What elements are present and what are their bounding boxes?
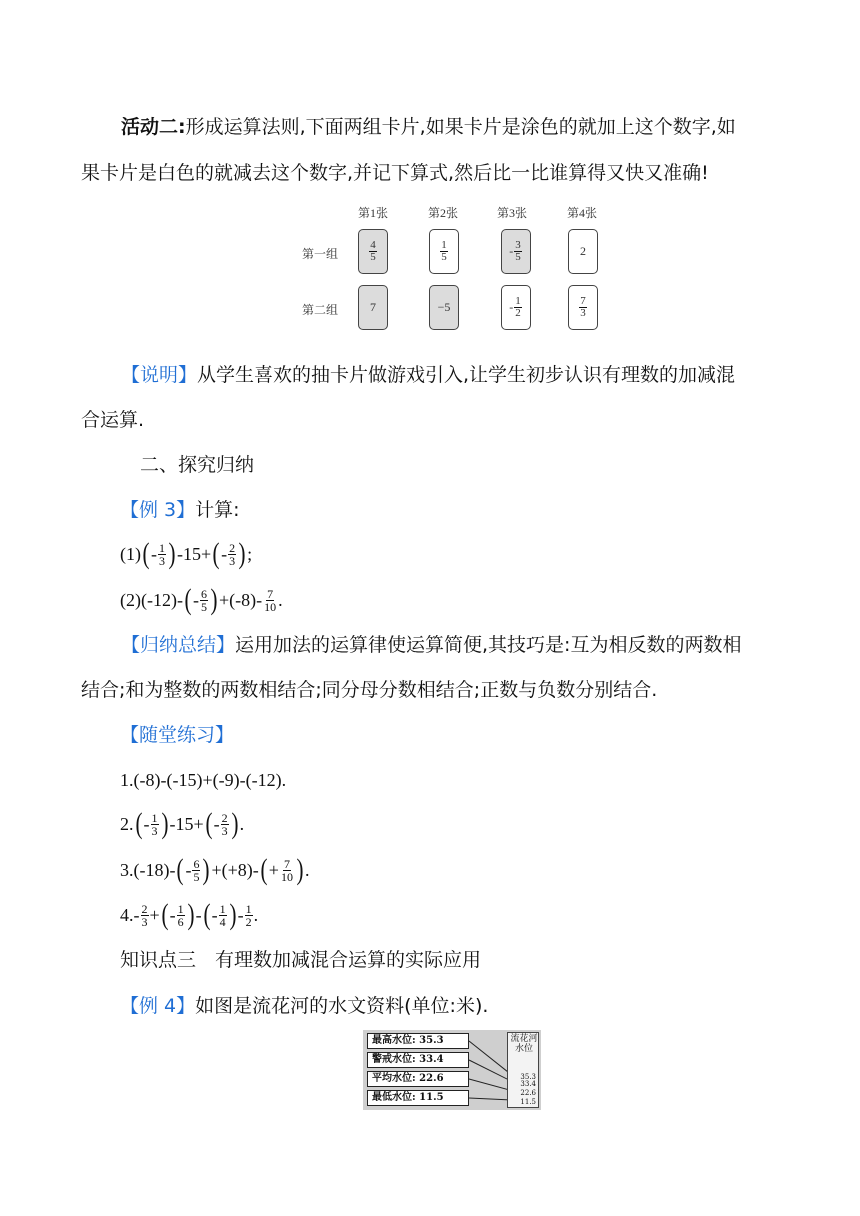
card-header-1: 第1张 bbox=[358, 206, 389, 220]
card-g2-2: −5 bbox=[429, 285, 459, 330]
gauge-value-3: 22.6 bbox=[520, 1089, 536, 1097]
section-heading: 二、探究归纳 bbox=[140, 454, 255, 476]
frac-num: 3 bbox=[515, 239, 521, 251]
frac-den: 2 bbox=[515, 307, 521, 319]
practice-item-3: 3.(-18)- ( - $\frac{6}{5}$ ) +(+8)- ( + $\frac{7}{10}$ ) . bbox=[120, 853, 310, 886]
card-header-3: 第3张 bbox=[497, 206, 528, 220]
cards-figure bbox=[296, 198, 616, 338]
formula-ex3-2: (2)(-12)- ( - $\frac{6}{5}$ ) +(-8)- $\frac{7}{10}$ . bbox=[120, 583, 283, 616]
example3-text: 计算: bbox=[195, 499, 240, 521]
explain-tag: 【说明】 bbox=[121, 364, 198, 386]
water-label-warning: 警戒水位: 33.4 bbox=[367, 1052, 469, 1068]
practice-item-1: 1.(-8)-(-15)+(-9)-(-12). bbox=[120, 769, 287, 790]
formula-ex3-1: (1) ( - $\frac{1}{3}$ ) -15+ ( - $\frac{2}{3}$ ) ; bbox=[120, 537, 253, 570]
gauge-title: 流花河水位 bbox=[510, 1034, 538, 1054]
example3-tag: 【例 3】 bbox=[120, 499, 196, 521]
gauge-value-4: 11.5 bbox=[520, 1098, 536, 1106]
example3-line bbox=[120, 487, 820, 533]
activity-line1: 形成运算法则,下面两组卡片,如果卡片是涂色的就加上这个数字,如 bbox=[185, 116, 736, 138]
row-label-1: 第一组 bbox=[302, 247, 339, 261]
summary-tag: 【归纳总结】 bbox=[121, 634, 236, 656]
card-sign: - bbox=[509, 244, 514, 258]
activity-paragraph bbox=[81, 104, 781, 150]
example4-tag: 【例 4】 bbox=[120, 995, 196, 1017]
frac-num: 1 bbox=[441, 239, 447, 251]
gauge-value-1: 35.3 bbox=[520, 1073, 536, 1081]
water-gauge bbox=[507, 1032, 539, 1108]
explain-paragraph bbox=[81, 352, 781, 398]
water-level-figure bbox=[363, 1030, 541, 1110]
practice-item-2: 2. ( - $\frac{1}{3}$ ) -15+ ( - $\frac{2}{3}$ ) . bbox=[120, 807, 245, 840]
card-g2-3 bbox=[501, 285, 531, 330]
frac-num: 4 bbox=[370, 239, 376, 251]
card-sign: - bbox=[509, 300, 514, 314]
summary-line1: 运用加法的运算律使运算简便,其技巧是:互为相反数的两数相 bbox=[235, 634, 742, 656]
activity-line2: 果卡片是白色的就减去这个数字,并记下算式,然后比一比谁算得又快又准确! bbox=[81, 162, 709, 184]
card-g1-1 bbox=[358, 229, 388, 274]
summary-line2: 结合;和为整数的两数相结合;同分母分数相结合;正数与负数分别结合. bbox=[81, 679, 658, 701]
water-label-min: 最低水位: 11.5 bbox=[367, 1090, 469, 1106]
frac-den: 5 bbox=[515, 251, 521, 263]
gauge-value-2: 33.4 bbox=[520, 1080, 536, 1088]
card-g1-3 bbox=[501, 229, 531, 274]
card-g2-4 bbox=[568, 285, 598, 330]
explain-line2: 合运算. bbox=[81, 409, 145, 431]
card-g1-4: 2 bbox=[568, 229, 598, 274]
summary-paragraph bbox=[81, 622, 781, 668]
frac-den: 3 bbox=[580, 307, 586, 319]
frac-den: 5 bbox=[441, 251, 447, 263]
water-label-average: 平均水位: 22.6 bbox=[367, 1071, 469, 1087]
card-g1-2 bbox=[429, 229, 459, 274]
row-label-2: 第二组 bbox=[302, 303, 339, 317]
card-header-4: 第4张 bbox=[567, 206, 598, 220]
knowledge-point-heading: 知识点三 有理数加减混合运算的实际应用 bbox=[120, 949, 482, 971]
water-label-max: 最高水位: 35.3 bbox=[367, 1033, 469, 1049]
example4-line bbox=[120, 983, 820, 1029]
example4-text: 如图是流花河的水文资料(单位:米). bbox=[195, 995, 489, 1017]
practice-tag bbox=[120, 712, 820, 758]
card-header-2: 第2张 bbox=[428, 206, 459, 220]
practice-tag-text: 【随堂练习】 bbox=[120, 724, 235, 746]
frac-num: 7 bbox=[580, 295, 586, 307]
frac-den: 5 bbox=[370, 251, 376, 263]
card-g2-1: 7 bbox=[358, 285, 388, 330]
explain-line1: 从学生喜欢的抽卡片做游戏引入,让学生初步认识有理数的加减混 bbox=[197, 364, 736, 386]
practice-item-4: 4.- $\frac{2}{3}$ + ( - $\frac{1}{6}$ ) - ( - $\frac{1}{4}$ ) - $\frac{1}{2}$ . bbox=[120, 898, 259, 931]
frac-num: 1 bbox=[515, 295, 521, 307]
activity-title: 活动二: bbox=[121, 116, 186, 138]
